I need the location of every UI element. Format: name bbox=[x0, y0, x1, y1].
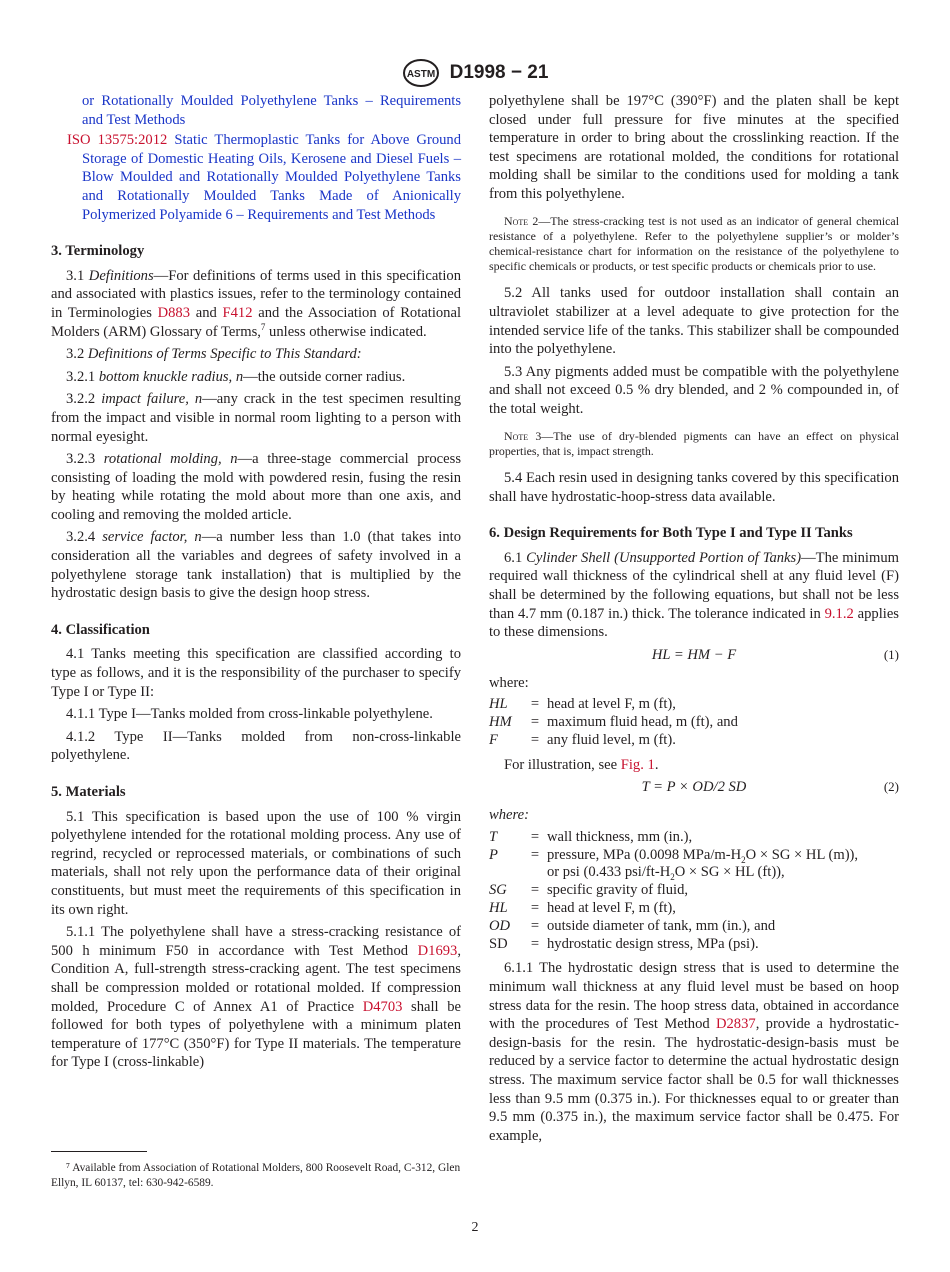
footnote-ref-7[interactable]: 7 bbox=[260, 321, 266, 332]
para-3-2-3: 3.2.3 rotational molding, n—a three-stage commercial process consisting of loading the mold with powdered resin, fusing the resin by heating while rotating the mold about more than one axis, and cooling and removing the molded article. bbox=[51, 451, 461, 523]
equation-2-body: T = P × OD/2 SD bbox=[641, 779, 747, 796]
page-header bbox=[0, 58, 950, 88]
definition-row: HM = maximum fluid head, m (ft), and bbox=[489, 714, 738, 731]
para-4-1-1: 4.1.1 Type I—Tanks molded from cross-linkable polyethylene. bbox=[66, 706, 433, 723]
para-6-1-1: 6.1.1 The hydrostatic design stress that is used to determine the minimum wall thickness at any fluid level must be based on hoop stress data for the resin. The hoop stress data, obtained in accordance with the procedures of Test Method D2837, provide a hydrostatic-design-basis for the resin. The hydrostatic-design-basis must be reduced by a service factor to determine the actual hydrostatic design stress. The maximum service factor shall be 0.5 for wall thicknesses less than 9.5 mm (0.375 in.). For thicknesses equal to or greater than 9.5 mm (0.375 in.), the maximum service factor shall be 0.475. For example, bbox=[489, 960, 899, 1144]
para-5-1-1: 5.1.1 The polyethylene shall have a stress-cracking resistance of 500 h minimum F50 in accordance with Test Method D1693, Condition A, full-strength stress-cracking agent. The test specimens shall be compression molded or rotational molded. If compression molded, Procedure C of Annex A1 of Practice D4703 shall be followed for both types of polyethylene with a minimum platen temperature of 177°C (350°F) for Type II materials. The temperature for Type I (cross-linkable) bbox=[51, 924, 461, 1071]
reference-iso-13575[interactable] bbox=[51, 131, 461, 224]
left-column bbox=[51, 92, 461, 1076]
definitions-list-1 bbox=[489, 696, 899, 749]
svg-text:ASTM: ASTM bbox=[406, 69, 435, 80]
link-9-1-2[interactable]: 9.1.2 bbox=[824, 605, 854, 622]
equation-2 bbox=[489, 778, 899, 800]
section-4-heading: 4. Classification bbox=[51, 621, 150, 638]
footnote-divider bbox=[51, 1151, 147, 1152]
astm-logo-icon bbox=[402, 58, 440, 88]
definition-row: HL = head at level F, m (ft), bbox=[489, 900, 676, 917]
definitions-list-2 bbox=[489, 829, 899, 954]
definition-row: or psi (0.433 psi/$ft-H_2O$ × SG × HL (ft)), bbox=[547, 864, 785, 883]
definition-row: OD = outside diameter of tank, mm (in.), and bbox=[489, 917, 776, 934]
para-5-1: 5.1 This specification is based upon the use of 100 % virgin polyethylene intended for the rotational molding process. Any use of regrind, recycled or reprocessed materials, or combinations of such materials, shall not rely upon the performance data of their original constituents, but must meet the requirements of this specification in its own right. bbox=[51, 808, 461, 918]
para-4-1: 4.1 Tanks meeting this specification are classified according to type as follows, and it is the responsibility of the purchaser to specify Type I or Type II: bbox=[51, 646, 461, 700]
where-label-1: where: bbox=[489, 674, 529, 691]
right-column bbox=[489, 92, 899, 1149]
definition-row: SD = hydrostatic design stress, MPa (psi). bbox=[489, 935, 759, 952]
definition-row: F = any fluid level, m (ft). bbox=[489, 731, 676, 748]
para-5-2: 5.2 All tanks used for outdoor installation shall contain an ultraviolet stabilizer at a level adequate to give protection for the intended service life of the tanks. This stabilizer shall be compounded into the polyethylene. bbox=[489, 285, 899, 358]
section-3-heading: 3. Terminology bbox=[51, 243, 145, 260]
equation-1-body: HL = HM − F bbox=[651, 646, 737, 663]
designation-title: D1998 − 21 bbox=[449, 62, 549, 83]
link-d4703[interactable]: D4703 bbox=[362, 998, 403, 1015]
para-6-1: 6.1 Cylinder Shell (Unsupported Portion of Tanks)—The minimum required wall thickness of the cylindrical shell at any fluid level (F) shall be determined by the following equations, but shall not be less than 4.7 mm (0.187 in.) thick. The tolerance indicated in 9.1.2 applies to these dimensions. bbox=[489, 549, 899, 641]
para-3-2-2: 3.2.2 impact failure, n—any crack in the test specimen resulting from the impact and visible in normal room lighting to a person with normal eyesight. bbox=[51, 391, 461, 445]
footnote-7: ⁷ Available from Association of Rotational Molders, 800 Roosevelt Road, C-312, Glen Ellyn, IL 60137, tel: 630-942-6589. bbox=[51, 1162, 461, 1190]
link-d883[interactable]: D883 bbox=[157, 304, 191, 321]
para-3-2-1: 3.2.1 bottom knuckle radius, n—the outside corner radius. bbox=[66, 368, 406, 385]
note-2: Note 2—The stress-cracking test is not used as an indicator of general chemical resistance of a polyethylene. Refer to the polyethylene supplier’s or molder’s chemical-resistance chart for information on the resistance of the polyethylene to specific chemicals or products, or test specific products or chemicals prior to use. bbox=[489, 213, 899, 274]
section-6-heading: 6. Design Requirements for Both Type I and Type II Tanks bbox=[489, 525, 853, 542]
definition-row: T = wall thickness, mm (in.), bbox=[489, 828, 693, 845]
equation-1 bbox=[489, 646, 899, 668]
para-3-1: 3.1 Definitions—For definitions of terms used in this specification and associated with plastics issues, refer to the terminology contained in Terminologies D883 and F412 and the Association of Rotational Molders (ARM) Glossary of Terms,$^7$ unless otherwise indicated. bbox=[51, 267, 462, 340]
iso-title-link[interactable]: Static Thermoplastic Tanks for Above Ground Storage of Domestic Heating Oils, Kerosene and Diesel Fuels – Blow Moulded and Rotationally Moulded Polyethylene Tanks and Rotationally Moulded Tanks Made of Anionically Polymerized Polyamide 6 – Requirements and Test Methods bbox=[82, 132, 462, 223]
section-5-heading: 5. Materials bbox=[51, 784, 126, 800]
reference-continuation[interactable]: or Rotationally Moulded Polyethylene Tanks – Requirements and Test Methods bbox=[82, 93, 461, 128]
note-3: Note 3—The use of dry-blended pigments can have an effect on physical properties, that is, impact strength. bbox=[489, 428, 900, 458]
para-4-1-2: 4.1.2 Type II—Tanks molded from non-cross-linkable polyethylene. bbox=[51, 728, 461, 764]
link-fig-1[interactable]: Fig. 1 bbox=[620, 756, 655, 773]
definition-row: HL = head at level F, m (ft), bbox=[489, 696, 676, 713]
equation-1-number: (1) bbox=[883, 646, 899, 662]
link-d1693[interactable]: D1693 bbox=[417, 942, 458, 959]
para-3-2-4: 3.2.4 service factor, n—a number less than 1.0 (that takes into consideration all the variables and degrees of safety involved in a polyethylene storage tank installation) that is multiplied by the hydrostatic design basis to give the design hoop stress. bbox=[51, 529, 461, 602]
iso-code-link[interactable]: ISO 13575:2012 bbox=[67, 132, 168, 149]
page-number: 2 bbox=[471, 1220, 479, 1235]
definition-row: SG = specific gravity of fluid, bbox=[489, 882, 689, 899]
link-d2837[interactable]: D2837 bbox=[715, 1016, 756, 1033]
para-5-1-1-continued: polyethylene shall be 197°C (390°F) and the platen shall be kept closed under full pressure for five minutes at the specified temperature in order to bring about the crosslinking reaction. If the test specimens are rotational molded, the conditions for rotational molding shall be similar to the conditions used for molding a tank from this polyethylene. bbox=[489, 93, 899, 202]
equation-2-number: (2) bbox=[883, 779, 899, 795]
definition-row: P = pressure, MPa (0.0098 MPa/$m-H_2O$ × SG × HL (m)), bbox=[489, 846, 859, 865]
illustration-ref: For illustration, see Fig. 1. bbox=[504, 756, 659, 773]
where-label-2: where: bbox=[489, 807, 529, 824]
link-f412[interactable]: F412 bbox=[222, 304, 253, 321]
para-3-2: 3.2 Definitions of Terms Specific to This Standard: bbox=[66, 346, 362, 363]
para-5-3: 5.3 Any pigments added must be compatible with the polyethylene and shall not exceed 0.5 % dry blended, and 2 % compounded in, of the total weight. bbox=[489, 363, 899, 417]
para-5-4: 5.4 Each resin used in designing tanks covered by this specification shall have hydrostatic-hoop-stress data available. bbox=[489, 469, 899, 505]
